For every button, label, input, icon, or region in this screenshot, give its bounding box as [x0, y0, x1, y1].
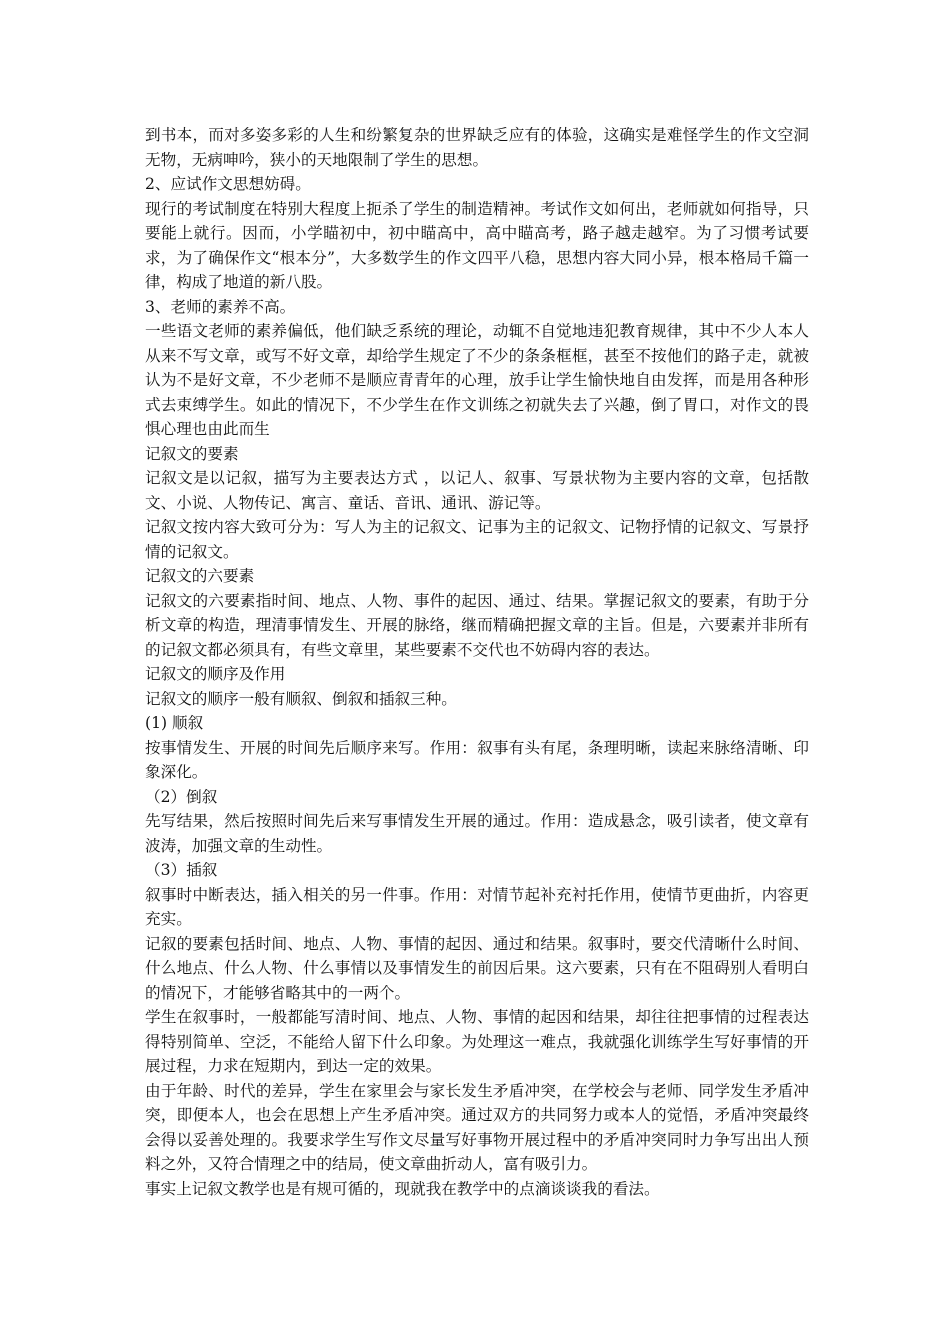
- paragraph: 按事情发生、开展的时间先后顺序来写。作用：叙事有头有尾，条理明晰，读起来脉络清晰、印象深化。: [145, 738, 809, 781]
- paragraph: 记叙文是以记叙，描写为主要表达方式 ，以记人、叙事、写景状物为主要内容的文章，包括散文、小说、人物传记、寓言、童话、音讯、通讯、游记等。: [145, 469, 809, 512]
- section-heading: 3、老师的素养不高。: [145, 297, 296, 316]
- section-heading: 2、应试作文思想妨碍。: [145, 175, 311, 193]
- section-heading: 记叙文的六要素: [145, 567, 255, 585]
- subsection-heading: （3）插叙: [145, 861, 218, 879]
- paragraph: 先写结果，然后按照时间先后来写事情发生开展的通过。作用：造成悬念，吸引读者，使文章有波涛，加强文章的生动性。: [145, 812, 809, 855]
- paragraph: 记叙的要素包括时间、地点、人物、事情的起因、通过和结果。叙事时，要交代清晰什么时间、什么地点、什么人物、什么事情以及事情发生的前因后果。这六要素，只有在不阻碍别人看明白的情况下，才能够省略其中的一两个。: [145, 934, 809, 1002]
- paragraph: 到书本，而对多姿多彩的人生和纷繁复杂的世界缺乏应有的体验，这确实是难怪学生的作文空洞无物，无病呻吟，狭小的天地限制了学生的思想。: [145, 126, 809, 169]
- paragraph: 事实上记叙文教学也是有规可循的，现就我在教学中的点滴谈谈我的看法。: [145, 1179, 660, 1198]
- document-body: [145, 123, 809, 1201]
- subsection-heading: （2）倒叙: [145, 787, 218, 806]
- paragraph: 叙事时中断表达，插入相关的另一件事。作用：对情节起补充衬托作用，使情节更曲折，内容更充实。: [145, 885, 809, 928]
- paragraph: 学生在叙事时，一般都能写清时间、地点、人物、事情的起因和结果，却往往把事情的过程表达得特别简单、空泛，不能给人留下什么印象。为处理这一难点，我就强化训练学生写好事情的开展过程，力求在短期内，到达一定的效果。: [145, 1008, 809, 1075]
- section-heading: 记叙文的要素: [145, 444, 239, 463]
- subsection-heading: (1) 顺叙: [145, 714, 204, 732]
- paragraph: 记叙文的顺序一般有顺叙、倒叙和插叙三种。: [145, 689, 457, 708]
- paragraph: 现行的考试制度在特别大程度上扼杀了学生的制造精神。考试作文如何出，老师就如何指导，只要能上就行。因而，小学瞄初中，初中瞄高中，高中瞄高考，路子越走越窄。为了习惯考试要求，为了确保作文“根本分”，大多数学生的作文四平八稳，思想内容大同小异，根本格局千篇一律，构成了地道的新八股。: [145, 199, 809, 291]
- paragraph: 一些语文老师的素养偏低，他们缺乏系统的理论，动辄不自觉地违犯教育规律，其中不少人本人从来不写文章，或写不好文章，却给学生规定了不少的条条框框，甚至不按他们的路子走，就被认为不是好文章，不少老师不是顺应青青年的心理，放手让学生愉快地自由发挥，而是用各种形式去束缚学生。如此的情况下，不少学生在作文训练之初就失去了兴趣，倒了胃口，对作文的畏惧心理也由此而生: [145, 322, 809, 438]
- paragraph: 记叙文按内容大致可分为：写人为主的记叙文、记事为主的记叙文、记物抒情的记叙文、写景抒情的记叙文。: [145, 518, 809, 561]
- section-heading: 记叙文的顺序及作用: [145, 665, 286, 683]
- paragraph: 记叙文的六要素指时间、地点、人物、事件的起因、通过、结果。掌握记叙文的要素，有助于分析文章的构造，理清事情发生、开展的脉络，继而精确把握文章的主旨。但是，六要素并非所有的记叙文都必须具有，有些文章里，某些要素不交代也不妨碍内容的表达。: [145, 591, 809, 659]
- paragraph: 由于年龄、时代的差异，学生在家里会与家长发生矛盾冲突，在学校会与老师、同学发生矛盾冲突，即便本人，也会在思想上产生矛盾冲突。通过双方的共同努力或本人的觉悟，矛盾冲突最终会得以妥善处理的。我要求学生写作文尽量写好事物开展过程中的矛盾冲突同时力争写出出人预料之外，又符合情理之中的结局，使文章曲折动人，富有吸引力。: [145, 1081, 809, 1173]
